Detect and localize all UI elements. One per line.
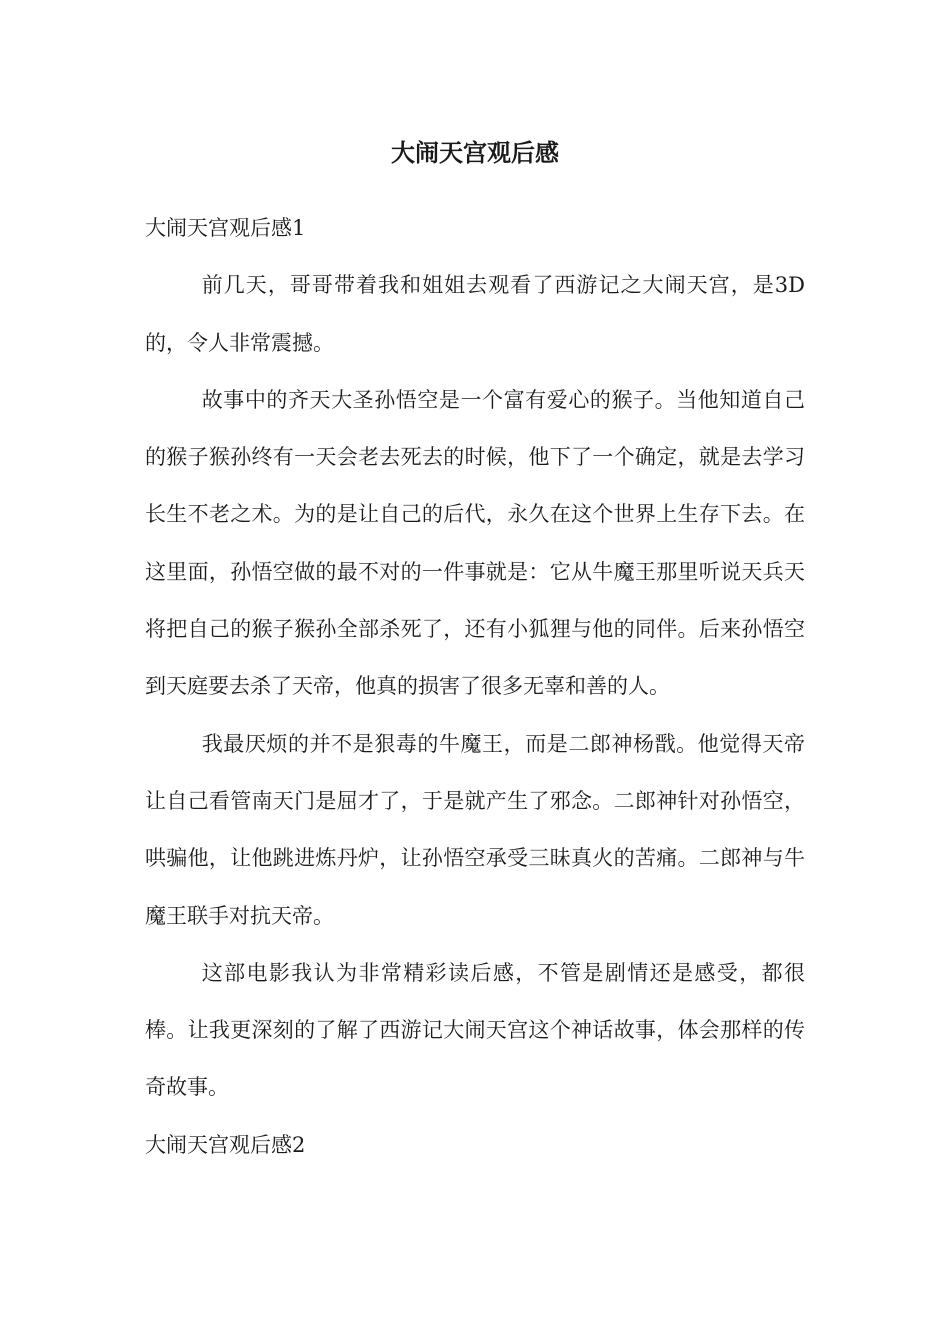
document-title: 大闹天宫观后感 [391,138,559,167]
document-body [145,200,805,1174]
paragraph: 这部电影我认为非常精彩读后感，不管是剧情还是感受，都很棒。让我更深刻的了解了西游记大闹天宫这个神话故事，体会那样的传奇故事。 [145,960,805,1100]
section-heading-2: 大闹天宫观后感2 [145,1132,306,1157]
section-heading-1: 大闹天宫观后感1 [145,216,306,240]
paragraph: 前几天，哥哥带着我和姐姐去观看了西游记之大闹天宫，是3D的，令人非常震撼。 [145,273,805,355]
paragraph: 故事中的齐天大圣孙悟空是一个富有爱心的猴子。当他知道自己的猴子猴孙终有一天会老去死去的时候，他下了一个确定，就是去学习长生不老之术。为的是让自己的后代，永久在这个世界上生存下去。在这里面，孙悟空做的最不对的一件事就是：它从牛魔王那里听说天兵天将把自己的猴子猴孙全部杀死了，还有小狐狸与他的同伴。后来孙悟空到天庭要去杀了天帝，他真的损害了很多无辜和善的人。 [145,387,805,699]
paragraph: 我最厌烦的并不是狠毒的牛魔王，而是二郎神杨戬。他觉得天帝让自己看管南天门是屈才了，于是就产生了邪念。二郎神针对孙悟空，哄骗他，让他跳进炼丹炉，让孙悟空承受三昧真火的苦痛。二郎神与牛魔王联手对抗天帝。 [145,731,805,928]
